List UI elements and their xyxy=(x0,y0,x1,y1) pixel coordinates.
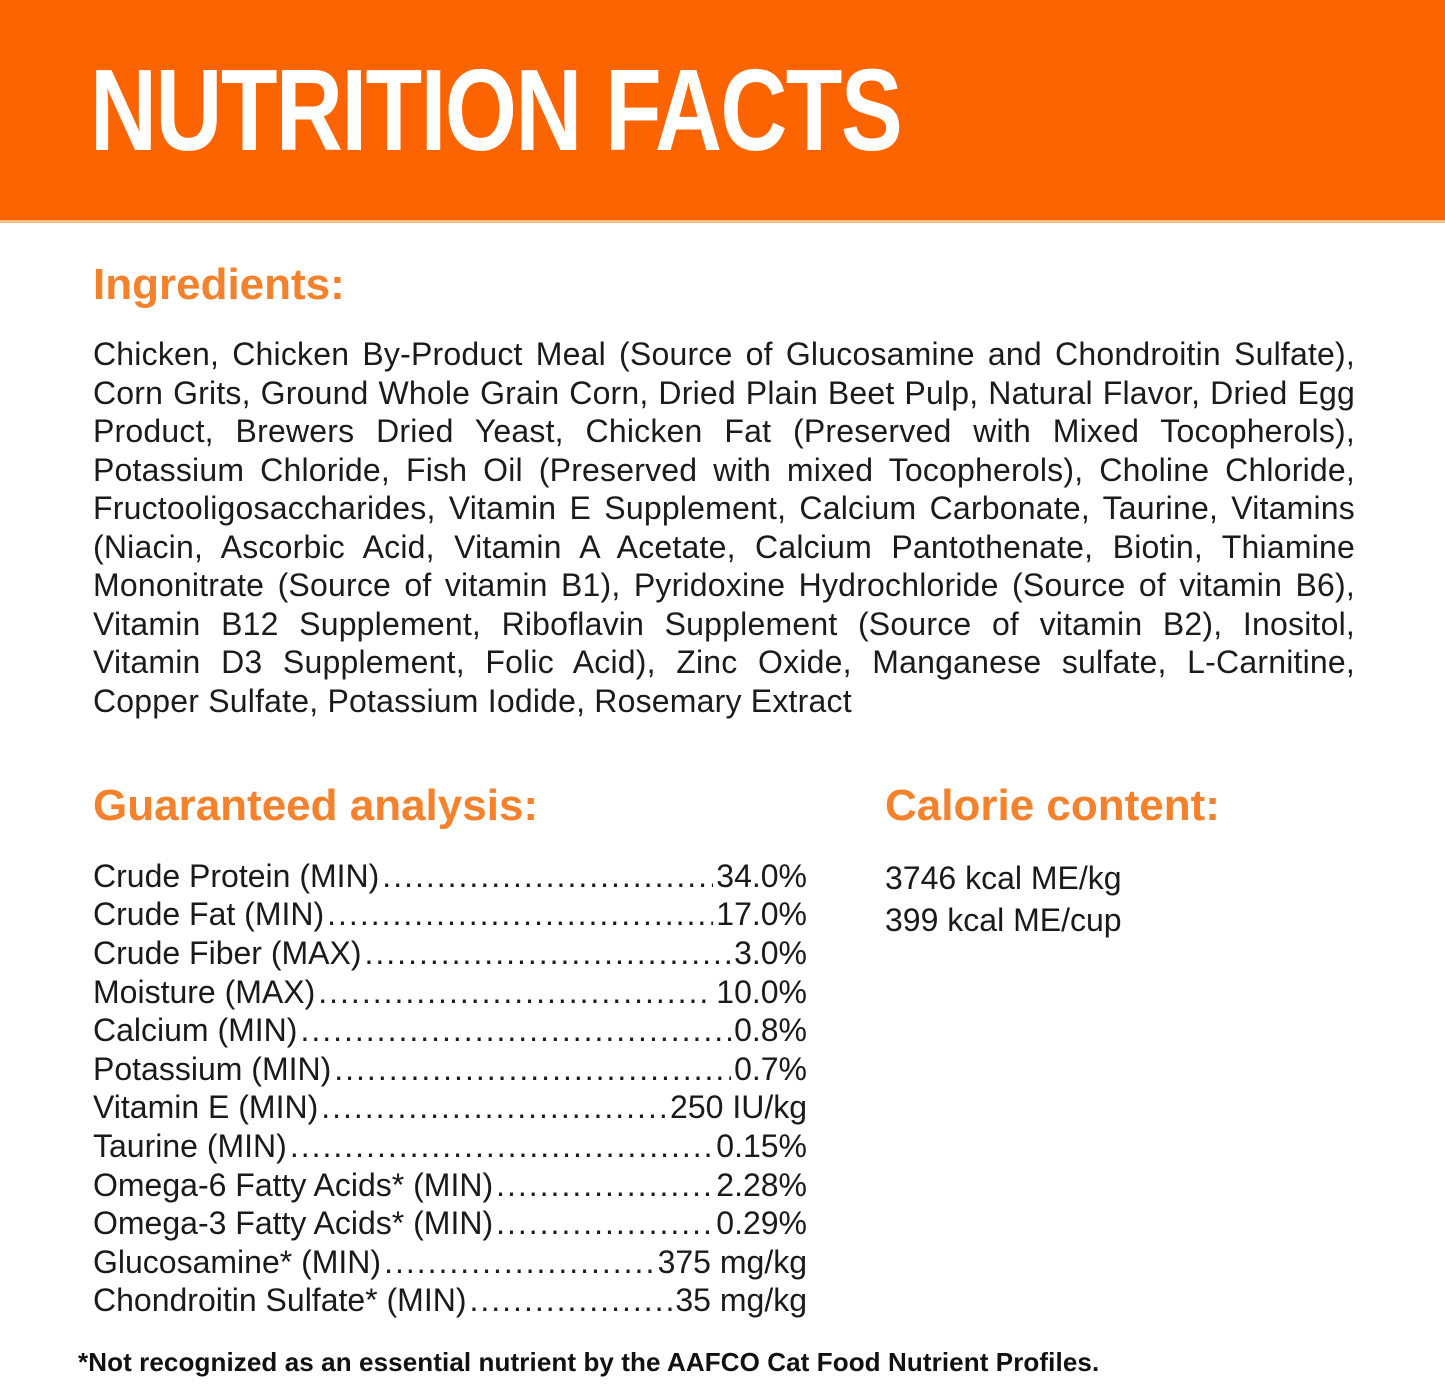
dotted-leader xyxy=(334,1050,731,1089)
aafco-footnote: *Not recognized as an essential nutrient by the AAFCO Cat Food Nutrient Profiles. xyxy=(78,1347,1100,1377)
ingredients-heading: Ingredients: xyxy=(93,260,345,309)
analysis-row xyxy=(93,973,807,1012)
analysis-row-value: 250 IU/kg xyxy=(670,1089,807,1126)
analysis-row xyxy=(93,1166,807,1205)
dotted-leader xyxy=(496,1204,713,1243)
label-content xyxy=(0,261,1445,1320)
analysis-row-label: Calcium (MIN) xyxy=(93,1012,298,1049)
dotted-leader xyxy=(318,973,713,1012)
calorie-line-kg: 3746 kcal ME/kg xyxy=(885,859,1122,896)
analysis-row-value: 17.0% xyxy=(716,896,807,933)
guaranteed-analysis-section xyxy=(93,782,807,1320)
analysis-row-label: Moisture (MAX) xyxy=(93,973,316,1010)
analysis-row-label: Crude Protein (MIN) xyxy=(93,857,380,894)
dotted-leader xyxy=(382,857,713,896)
analysis-row xyxy=(93,1204,807,1243)
analysis-row-value: 0.8% xyxy=(734,1012,807,1049)
analysis-row-value: 35 mg/kg xyxy=(675,1282,807,1319)
analysis-row xyxy=(93,1127,807,1166)
analysis-row xyxy=(93,857,807,896)
dotted-leader xyxy=(384,1243,655,1282)
analysis-row-label: Potassium (MIN) xyxy=(93,1050,332,1087)
calorie-lines xyxy=(885,857,1355,941)
analysis-row xyxy=(93,1011,807,1050)
analysis-row-value: 0.29% xyxy=(716,1205,807,1242)
analysis-row-label: Crude Fat (MIN) xyxy=(93,896,325,933)
analysis-row xyxy=(93,1050,807,1089)
analysis-row xyxy=(93,1088,807,1127)
analysis-row-value: 0.7% xyxy=(734,1050,807,1087)
analysis-row-label: Omega-3 Fatty Acids* (MIN) xyxy=(93,1205,494,1242)
guaranteed-analysis-heading: Guaranteed analysis: xyxy=(93,781,539,831)
analysis-row xyxy=(93,1281,807,1320)
analysis-columns xyxy=(93,782,1355,1320)
calorie-content-heading: Calorie content: xyxy=(885,781,1220,831)
dotted-leader xyxy=(496,1166,713,1205)
header-banner xyxy=(0,0,1445,223)
analysis-row-label: Chondroitin Sulfate* (MIN) xyxy=(93,1282,467,1319)
analysis-row-label: Crude Fiber (MAX) xyxy=(93,934,362,971)
analysis-row-label: Vitamin E (MIN) xyxy=(93,1089,319,1126)
analysis-row xyxy=(93,895,807,934)
analysis-row-label: Glucosamine* (MIN) xyxy=(93,1243,382,1280)
analysis-row-value: 0.15% xyxy=(716,1127,807,1164)
analysis-row-value: 34.0% xyxy=(716,857,807,894)
guaranteed-analysis-list xyxy=(93,857,807,1320)
analysis-row xyxy=(93,1243,807,1282)
dotted-leader xyxy=(300,1011,731,1050)
dotted-leader xyxy=(469,1281,672,1320)
analysis-row-value: 2.28% xyxy=(716,1166,807,1203)
analysis-row-label: Omega-6 Fatty Acids* (MIN) xyxy=(93,1166,494,1203)
analysis-row-label: Taurine (MIN) xyxy=(93,1127,287,1164)
dotted-leader xyxy=(321,1088,667,1127)
dotted-leader xyxy=(290,1127,713,1166)
dotted-leader xyxy=(327,895,713,934)
analysis-row xyxy=(93,934,807,973)
calorie-line-cup: 399 kcal ME/cup xyxy=(885,901,1122,938)
page-title: NUTRITION FACTS xyxy=(90,45,902,175)
analysis-row-value: 375 mg/kg xyxy=(657,1243,807,1280)
ingredients-text: Chicken, Chicken By-Product Meal (Source of Glucosamine and Chondroitin Sulfate), Corn Grits, Ground Whole Grain Corn, Dried Plain Beet Pulp, Natural Flavor, Dried Egg Product, Brewers Dried Yeast, Chicken Fat (Preserved with Mixed Tocopherols), Potassium Chloride, Fish Oil (Preserved with mixed Tocopherols), Choline Chloride, Fructooligosaccharides, Vitamin E Supplement, Calcium Carbonate, Taurine, Vitamins (Niacin, Ascorbic Acid, Vitamin A Acetate, Calcium Pantothenate, Biotin, Thiamine Mononitrate (Source of vitamin B1), Pyridoxine Hydrochloride (Source of vitamin B6), Vitamin B12 Supplement, Riboflavin Supplement (Source of vitamin B2), Inositol, Vitamin D3 Supplement, Folic Acid), Zinc Oxide, Manganese sulfate, L-Carnitine, Copper Sulfate, Potassium Iodide, Rosemary Extract xyxy=(93,336,1355,719)
analysis-row-value: 10.0% xyxy=(716,973,807,1010)
dotted-leader xyxy=(365,934,732,973)
analysis-row-value: 3.0% xyxy=(734,934,807,971)
calorie-content-section xyxy=(885,782,1355,1320)
